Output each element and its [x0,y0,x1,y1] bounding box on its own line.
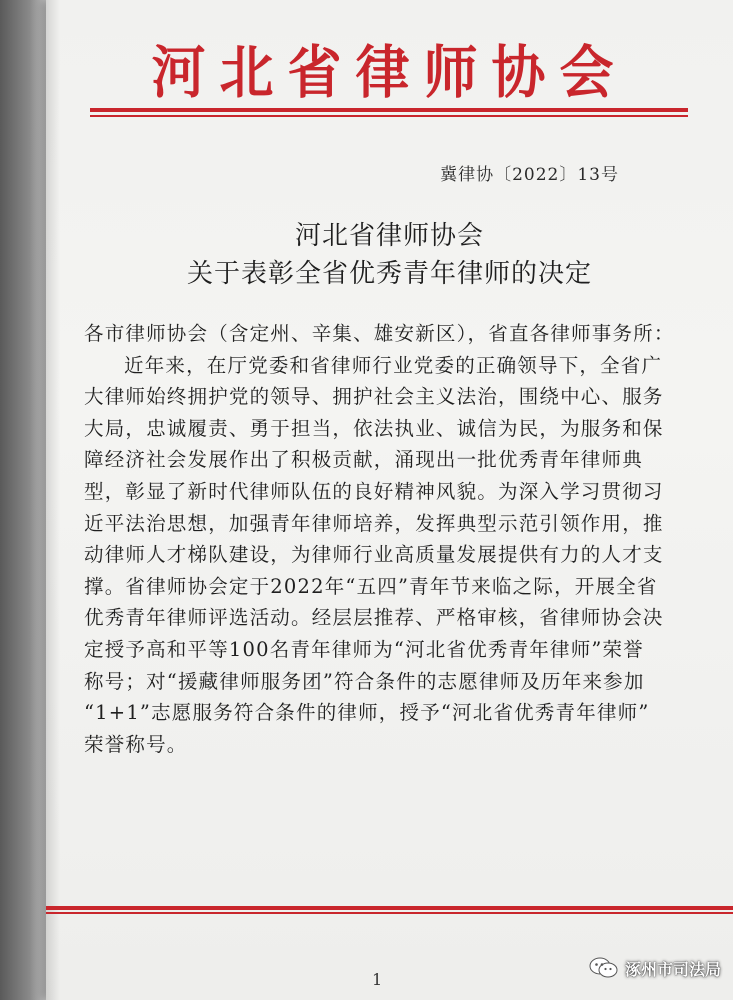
body-line: 型，彰显了新时代律师队伍的良好精神风貌。为深入学习贯彻习 [84,479,664,503]
body-line: 大局，忠诚履责、勇于担当，依法执业、诚信为民，为服务和保 [84,416,664,440]
letterhead-rule-thin [90,115,688,117]
letterhead-rule-thick [90,108,688,112]
footer-rule-thick [46,906,733,910]
body-line: 近平法治思想，加强青年律师培养，发挥典型示范引领作用，推 [84,511,664,535]
watermark [589,956,721,980]
wechat-icon [589,956,619,980]
body-line: 障经济社会发展作出了积极贡献，涌现出一批优秀青年律师典 [84,448,643,472]
document-number: 冀律协〔2022〕13号 [440,165,619,185]
document-page [46,0,733,1000]
footer-rule-thin [46,912,733,914]
body-line: 优秀青年律师评选活动。经层层推荐、严格审核，省律师协会决 [84,606,664,630]
document-body [84,318,700,760]
body-line: 大律师始终拥护党的领导、拥护社会主义法治，围绕中心、服务 [84,385,664,409]
body-line: 近年来，在厅党委和省律师行业党委的正确领导下，全省广 [124,353,663,377]
document-title-line1: 河北省律师协会 [294,221,484,251]
salutation: 各市律师协会（含定州、辛集、雄安新区），省直各律师事务所： [84,322,675,345]
body-line: 动律师人才梯队建设，为律师行业高质量发展提供有力的人才支 [84,543,664,567]
body-line: 荣誉称号。 [84,732,188,756]
body-line: 定授予高和平等100名青年律师为“河北省优秀青年律师”荣誉 [84,637,644,661]
page-number: 1 [372,970,383,989]
body-line: 称号；对“援藏律师服务团”符合条件的志愿律师及历年来参加 [84,669,645,693]
document-title-line2: 关于表彰全省优秀青年律师的决定 [186,259,592,289]
watermark-text: 涿州市司法局 [624,959,721,979]
letterhead-title: 河北省律师协会 [151,38,628,106]
body-line: “1+1”志愿服务符合条件的律师，授予“河北省优秀青年律师” [84,701,650,725]
body-line: 撑。省律师协会定于2022年“五四”青年节来临之际，开展全省 [84,574,658,598]
